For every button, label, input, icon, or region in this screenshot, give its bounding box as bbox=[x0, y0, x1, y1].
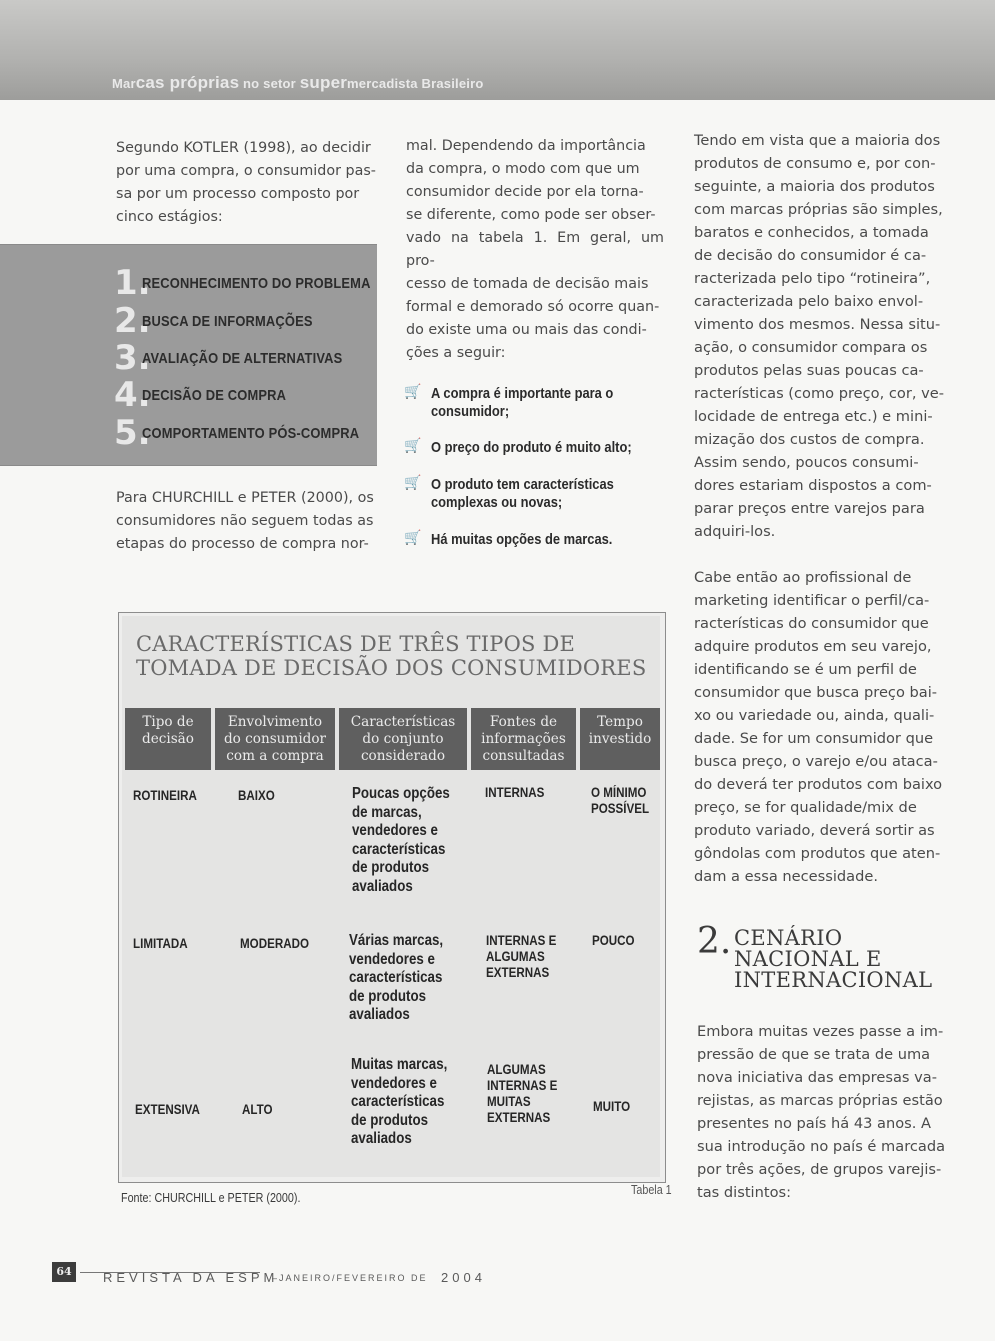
stage-item: 5. COMPORTAMENTO PÓS-COMPRA bbox=[114, 413, 360, 453]
condition-item: 🛒 Há muitas opções de marcas. bbox=[404, 530, 613, 548]
shopping-cart-icon: 🛒 bbox=[404, 384, 422, 400]
table-cell: BAIXO bbox=[238, 788, 275, 803]
col2-paragraph: mal. Dependendo da importância da compra, o modo com que um consumidor decide por ela torna- se diferente, como pode ser obser- vado na tabela 1. Em geral, um pro- cesso de tomada de decisão mais formal e demorado só ocorre quan- do existe uma ou mais das condi- ções a seguir: bbox=[406, 138, 664, 361]
section-title: CENÁRIO NACIONAL E INTERNACIONAL bbox=[734, 926, 933, 992]
stage-item: 3. AVALIAÇÃO DE ALTERNATIVAS bbox=[114, 338, 343, 378]
footer-issue-date: –JANEIRO/FEVEREIRO DE bbox=[272, 1273, 428, 1283]
table-cell: INTERNAS E ALGUMAS EXTERNAS bbox=[486, 933, 557, 980]
table-panel bbox=[122, 616, 660, 1177]
footer-year: 2004 bbox=[441, 1270, 486, 1285]
col1-second-paragraph: Para CHURCHILL e PETER (2000), os consumidores não seguem todas as etapas do processo de compra nor- bbox=[116, 490, 374, 552]
table-label: Tabela 1 bbox=[631, 1183, 672, 1197]
condition-item: 🛒 A compra é importante para o consumidor; bbox=[404, 384, 614, 420]
page-number: 64 bbox=[52, 1262, 76, 1282]
table-header-cell: Envolvimento do consumidor com a compra bbox=[215, 708, 335, 770]
table-title: CARACTERÍSTICAS DE TRÊS TIPOS DE TOMADA DE DECISÃO DOS CONSUMIDORES bbox=[136, 632, 647, 680]
shopping-cart-icon: 🛒 bbox=[404, 530, 422, 546]
table-cell: Poucas opções de marcas, vendedores e características de produtos avaliados bbox=[352, 785, 450, 895]
stage-item: 2. BUSCA DE INFORMAÇÕES bbox=[114, 301, 313, 341]
shopping-cart-icon: 🛒 bbox=[404, 475, 422, 491]
table-cell: O MÍNIMO POSSÍVEL bbox=[591, 785, 650, 816]
col3-paragraph-1: Tendo em vista que a maioria dos produtos de consumo e, por con- seguinte, a maioria dos produtos com marcas próprias são simples, baratos e conhecidos, a tomada de decisão do consumidor é ca- racterizada pelo tipo “rotineira”, caracterizada pelo baixo envol- vimento dos mesmos. Nessa situ- ação, o consumidor compara os produtos pelas suas poucas ca- racterísticas (como preço, cor, ve- locidade de entrega etc.) e mini- mização dos custos de compra. Assim sendo, poucos consumi- dores estariam dispostos a com- parar preços entre varejos para adquiri-los. bbox=[694, 132, 945, 540]
running-header-title: Marcas próprias no setor supermercadista Brasileiro bbox=[112, 73, 484, 92]
table-header-cell: Tempo investido bbox=[580, 708, 660, 770]
table-header-cell: Características do conjunto considerado bbox=[339, 708, 467, 770]
col1-intro-paragraph: Segundo KOTLER (1998), ao decidir por uma compra, o consumidor pas- sa por um processo composto por cinco estágios: bbox=[116, 140, 376, 225]
table-cell: INTERNAS bbox=[485, 785, 545, 800]
decision-stages-box bbox=[0, 244, 377, 466]
table-source: Fonte: CHURCHILL e PETER (2000). bbox=[121, 1191, 301, 1205]
stage-item: 1. RECONHECIMENTO DO PROBLEMA bbox=[114, 263, 371, 303]
table-cell: Várias marcas, vendedores e características de produtos avaliados bbox=[349, 932, 444, 1023]
table-cell: Muitas marcas, vendedores e características de produtos avaliados bbox=[351, 1056, 448, 1147]
shopping-cart-icon: 🛒 bbox=[404, 438, 422, 454]
decision-types-table bbox=[118, 612, 666, 1183]
col3-paragraph-3: Embora muitas vezes passe a im- pressão de que se trata de uma nova iniciativa das empresas va- rejistas, as marcas próprias estão presentes no país há 43 anos. A sua introdução no país é marcada por três ações, de grupos varejis- tas distintos: bbox=[697, 1023, 946, 1201]
table-cell: MODERADO bbox=[240, 936, 310, 951]
section-number: 2. bbox=[697, 921, 732, 962]
page-header-banner bbox=[0, 0, 995, 100]
footer-magazine: REVISTA DA ESPM bbox=[103, 1270, 279, 1285]
col3-paragraph-2: Cabe então ao profissional de marketing identificar o perfil/ca- racterísticas do consumidor que adquire produtos em seu varejo, identificando se é um perfil de consumidor que busca preço bai- xo ou variedade ou, ainda, quali- dade. Se for um consumidor que busca preço, o varejo e/ou ataca- do deverá ter produtos com baixo preço, se for qualidade/mix de produto variado, deverá sortir as gôndolas com produtos que aten- dam a essa necessidade. bbox=[694, 569, 943, 885]
table-cell: POUCO bbox=[592, 933, 635, 948]
table-cell: EXTENSIVA bbox=[135, 1102, 200, 1117]
condition-item: 🛒 O preço do produto é muito alto; bbox=[404, 438, 632, 456]
table-cell: ROTINEIRA bbox=[133, 788, 197, 803]
table-cell: ALTO bbox=[242, 1102, 273, 1117]
table-header-cell: Tipo de decisão bbox=[125, 708, 211, 770]
table-cell: LIMITADA bbox=[133, 936, 188, 951]
table-cell: MUITO bbox=[593, 1099, 631, 1114]
table-header-cell: Fontes de informações consultadas bbox=[471, 708, 576, 770]
condition-item: 🛒 O produto tem características complexas ou novas; bbox=[404, 475, 614, 511]
table-cell: ALGUMAS INTERNAS E MUITAS EXTERNAS bbox=[487, 1062, 558, 1125]
stage-item: 4. DECISÃO DE COMPRA bbox=[114, 375, 287, 415]
